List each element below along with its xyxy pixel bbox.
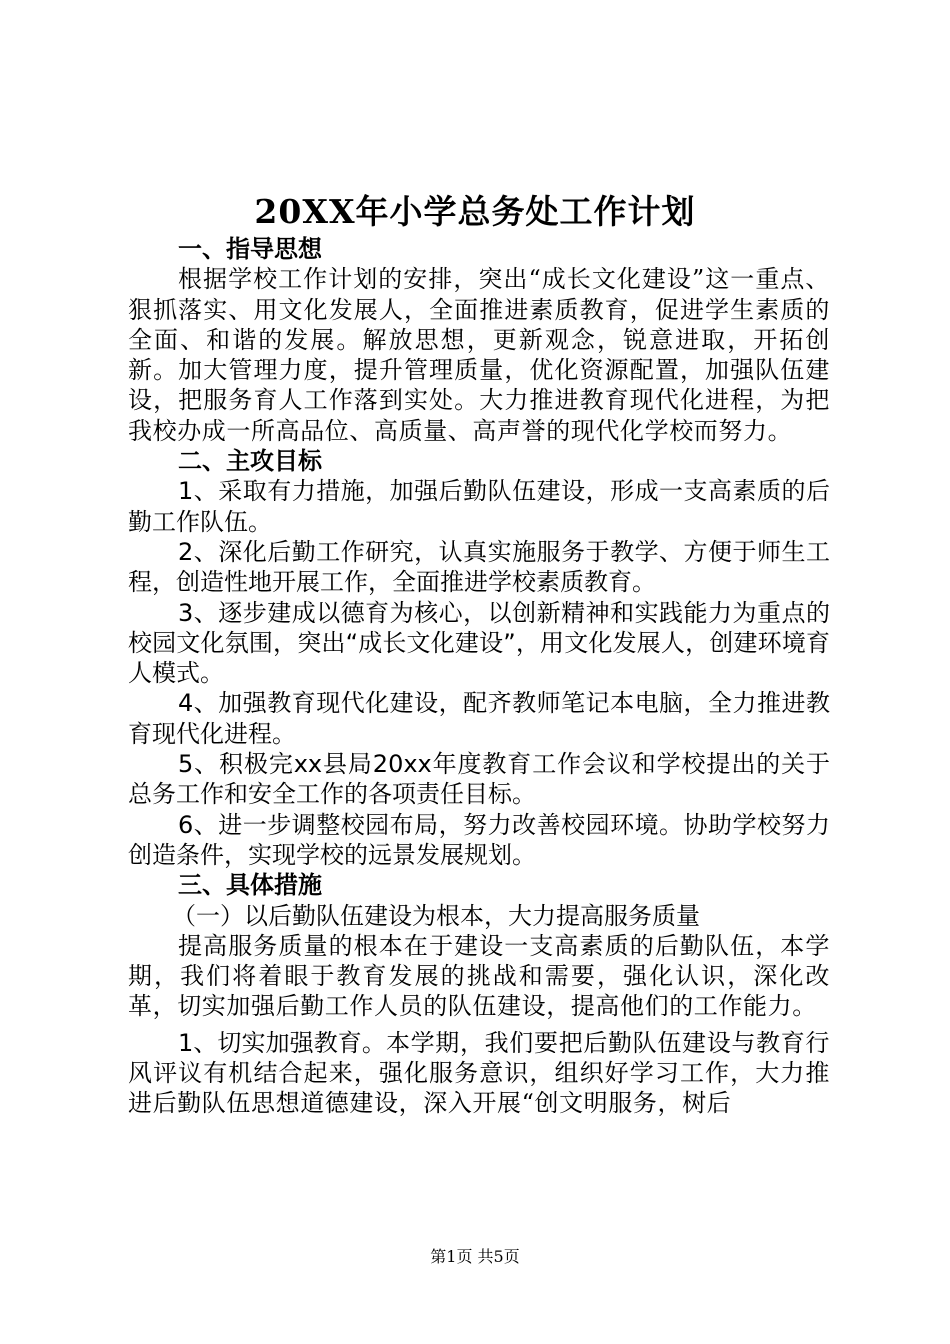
list-item: 5、积极完xx县局20xx年度教育工作会议和学校提出的关于总务工作和安全工作的各项责任目标。 [128,750,830,809]
page-number: 第1页 共5页 [430,1247,520,1266]
list-item-lead: 1、切实加强教育。 [178,1028,386,1057]
list-item: 3、逐步建成以德育为核心，以创新精神和实践能力为重点的校园文化氛围，突出“成长文化建设”，用文化发展人，创建环境育人模式。 [128,598,830,688]
list-item: 2、深化后勤工作研究，认真实施服务于教学、方便于师生工程，创造性地开展工作，全面推进学校素质教育。 [128,537,830,597]
list-item: 1、采取有力措施，加强后勤队伍建设，形成一支高素质的后勤工作队伍。 [128,477,830,536]
document-title: 20XX年小学总务处工作计划 [254,192,696,231]
paragraph: 提高服务质量的根本在于建设一支高素质的后勤队伍，本学期，我们将着眼于教育发展的挑战和需要，强化认识，深化改革，切实加强后勤工作人员的队伍建设，提高他们的工作能力。 [128,931,830,1021]
list-item-text: 本学期，我们要把后勤队伍建设与教育行风评议有机结合起来，强化服务意识，组织好学习工作，大力推进后勤队伍思想道德建设，深入开展“创文明服务，树后 [128,1028,830,1118]
list-item-text: 协助学校努力创造条件，实现学校的远景发展规划。 [128,810,830,869]
section-heading: 二、主攻目标 [178,447,322,476]
section-heading: 三、具体措施 [178,871,322,900]
section-heading: 一、指导思想 [178,235,322,263]
list-item [128,1028,830,1119]
subsection-heading: （一）以后勤队伍建设为根本，大力提高服务质量 [172,901,700,930]
list-item-lead: 6、进一步调整校园布局，努力改善校园环境。 [178,810,684,839]
list-item: 4、加强教育现代化建设，配齐教师笔记本电脑，全力推进教育现代化进程。 [128,689,830,748]
document-body [128,234,830,1119]
list-item [128,810,830,871]
paragraph: 根据学校工作计划的安排，突出“成长文化建设”这一重点、狠抓落实、用文化发展人，全面推进素质教育，促进学生素质的全面、和谐的发展。解放思想，更新观念，锐意进取，开拓创新。加大管理力度，提升管理质量，优化资源配置，加强队伍建设，把服务育人工作落到实处。大力推进教育现代化进程，为把我校办成一所高品位、高质量、高声誉的现代化学校而努力。 [128,265,830,445]
